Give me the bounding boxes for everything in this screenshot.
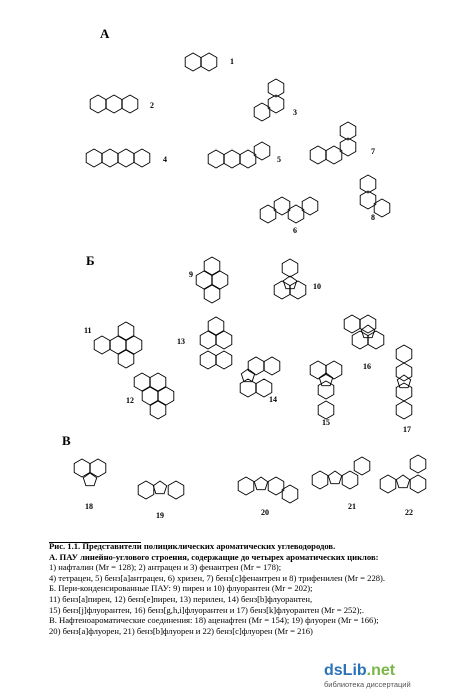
caption-line: 15) бенз[j]флуорантен, 16) бенз[g,h,i]флуорантен и 17) бенз[k]флуорантен (Mr = 252);. — [49, 604, 364, 615]
benzene-ring — [326, 361, 342, 379]
benzene-ring — [106, 95, 122, 113]
benzene-ring — [380, 475, 396, 493]
benzene-ring — [134, 373, 150, 391]
benzene-ring — [310, 146, 326, 164]
caption-line: Б. Пери-конденсированные ПАУ: 9) пирен и 10) флуорантен (Mr = 202); — [49, 583, 313, 594]
five-membered-ring — [241, 369, 254, 382]
benzene-ring — [410, 475, 426, 493]
compound-label: 7 — [371, 147, 375, 156]
benzene-ring — [238, 477, 254, 495]
benzene-ring — [410, 455, 426, 473]
benzene-ring — [94, 336, 110, 354]
caption-line: А. ПАУ линейно-углового строения, содержащие до четырех ароматических циклов: — [49, 551, 379, 562]
benzene-ring — [102, 149, 118, 167]
benzene-ring — [201, 53, 217, 71]
benzene-ring — [368, 331, 384, 349]
benzene-ring — [282, 259, 298, 277]
benzene-ring — [312, 471, 328, 489]
benzene-ring — [396, 363, 412, 381]
caption-title: Рис. 1.1. Представители полициклических ароматических углеводородов. — [49, 541, 336, 551]
benzene-ring — [268, 95, 284, 113]
five-membered-ring — [319, 373, 332, 386]
five-membered-ring — [153, 481, 166, 494]
benzene-ring — [288, 205, 304, 223]
benzene-ring — [352, 331, 368, 349]
benzene-ring — [396, 345, 412, 363]
caption-line: 4) тетрацен, 5) бенз[а]антрацен, 6) хризен, 7) бенз[с]фенантрен и 8) трифенилен (Mr = 228). — [49, 572, 386, 583]
benzene-ring — [248, 357, 264, 375]
benzene-ring — [208, 150, 224, 168]
compound-label: 2 — [150, 101, 154, 110]
caption-line: 20) бенз[а]флуорен, 21) бенз[b]флуорен и 22) бенз[с]флуорен (Mr = 216) — [49, 625, 313, 636]
benzene-ring — [150, 373, 166, 391]
watermark-subtitle: библиотека диссертаций — [324, 680, 411, 689]
compound-label: 1 — [230, 57, 234, 66]
caption-line: 11) бенз[а]пирен, 12) бенз[е]пирен, 13) перилен, 14) бенз[b]флуорантен, — [49, 593, 313, 604]
benzene-ring — [360, 315, 376, 333]
benzene-ring — [396, 383, 412, 401]
benzene-ring — [396, 401, 412, 419]
benzene-ring — [200, 351, 216, 369]
benzene-ring — [310, 361, 326, 379]
benzene-ring — [122, 95, 138, 113]
benzene-ring — [216, 351, 232, 369]
section-a-label: А — [100, 26, 110, 41]
benzene-ring — [354, 457, 370, 475]
benzene-ring — [344, 315, 360, 333]
benzene-ring — [185, 53, 201, 71]
benzene-ring — [290, 281, 306, 299]
benzene-ring — [118, 322, 134, 340]
compound-label: 19 — [156, 511, 164, 520]
section-c-label: В — [62, 433, 71, 448]
five-membered-ring — [254, 477, 267, 490]
benzene-ring — [326, 146, 342, 164]
benzene-ring — [374, 199, 390, 217]
compound-label: 14 — [269, 395, 277, 404]
benzene-ring — [260, 205, 276, 223]
benzene-ring — [360, 175, 376, 193]
caption-line: В. Нафтеноароматические соединения: 18) аценафтен (Mr = 154); 19) флуорен (Mr = 166); — [49, 615, 379, 626]
benzene-ring — [118, 350, 134, 368]
compound-label: 18 — [85, 502, 93, 511]
benzene-ring — [340, 138, 356, 156]
compound-label: 16 — [363, 362, 371, 371]
compound-label: 11 — [84, 326, 92, 335]
compound-label: 3 — [293, 108, 297, 117]
site-watermark[interactable] — [324, 662, 444, 692]
compound-label: 10 — [313, 282, 321, 291]
benzene-ring — [268, 79, 284, 97]
benzene-ring — [318, 401, 334, 419]
benzene-ring — [254, 103, 270, 121]
figure-caption — [49, 541, 447, 636]
benzene-ring — [224, 150, 240, 168]
compound-label: 4 — [163, 155, 167, 164]
watermark-logo: dsLib.net — [324, 662, 396, 679]
compound-label: 15 — [322, 418, 330, 427]
benzene-ring — [342, 471, 358, 489]
caption-line: 1) нафталин (Mr = 128); 2) антрацен и 3) фенантрен (Mr = 178); — [49, 562, 282, 573]
compound-label: 8 — [371, 213, 375, 222]
benzene-ring — [254, 142, 270, 160]
benzene-ring — [204, 257, 220, 275]
benzene-ring — [264, 357, 280, 375]
benzene-ring — [208, 317, 224, 335]
compound-label: 6 — [293, 226, 297, 235]
benzene-ring — [86, 149, 102, 167]
benzene-ring — [302, 197, 318, 215]
benzene-ring — [90, 95, 106, 113]
benzene-ring — [360, 191, 376, 209]
benzene-ring — [118, 149, 134, 167]
benzene-ring — [274, 281, 290, 299]
five-membered-ring — [396, 475, 409, 488]
benzene-ring — [274, 197, 290, 215]
compound-label: 17 — [403, 425, 411, 434]
benzene-ring — [134, 149, 150, 167]
compound-label: 5 — [277, 155, 281, 164]
compound-label: 22 — [405, 508, 413, 517]
section-b-label: Б — [86, 253, 95, 268]
benzene-ring — [318, 381, 334, 399]
compound-label: 13 — [177, 337, 185, 346]
benzene-ring — [168, 481, 184, 499]
benzene-ring — [282, 485, 298, 503]
benzene-ring — [268, 477, 284, 495]
benzene-ring — [150, 401, 166, 419]
compound-label: 9 — [189, 270, 193, 279]
benzene-ring — [138, 481, 154, 499]
compound-label: 20 — [261, 508, 269, 517]
compound-label: 12 — [126, 396, 134, 405]
five-membered-ring — [328, 471, 341, 484]
benzene-ring — [240, 150, 256, 168]
benzene-ring — [340, 122, 356, 140]
compound-label: 21 — [348, 502, 356, 511]
benzene-ring — [204, 285, 220, 303]
